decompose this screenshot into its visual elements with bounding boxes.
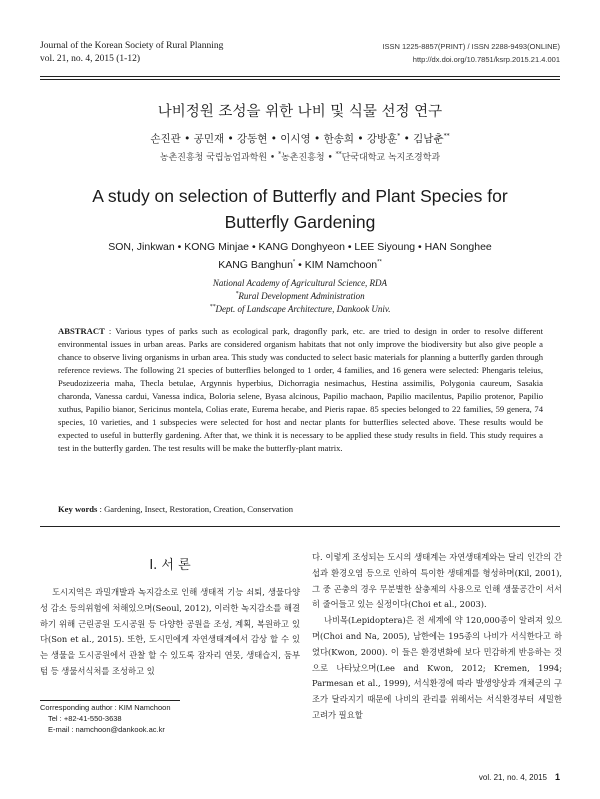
keywords [58, 504, 543, 514]
header-rule-top [40, 76, 560, 77]
corresponding-author [40, 702, 171, 735]
corresponding-tel: Tel : +82-41-550-3638 [48, 714, 122, 723]
body-paragraph: 도시지역은 과밀개발과 녹지감소로 인해 생태적 기능 쇠퇴, 생물다양성 감소 등의위험에 처해있으며(Seoul, 2012), 이러한 녹지감소를 해결하기 위해 근린공원 도시공원 등 다양한 공원을 조성, 계획, 복원하고 있다(Son et al., 2015). 또한, 도시민에게 자연생태계에서 감상 할 수 있는 생물을 도시공원에서 관찰 할 수 있도록 잠자리 연못, 생태습지, 둠부텀 등 생물서식처를 조성하고 있 [40, 587, 300, 676]
footer-volume: vol. 21, no. 4, 2015 [478, 773, 547, 782]
journal-header [40, 40, 223, 66]
corresponding-email[interactable]: E-mail : namchoon@dankook.ac.kr [48, 725, 165, 734]
corresponding-label: Corresponding author : KIM Namchoon [40, 703, 171, 712]
english-title: A study on selection of Butterfly and Plant Species for Butterfly Gardening [92, 186, 508, 232]
footnote-rule [40, 700, 180, 701]
body-paragraph: 다. 이렇게 조성되는 도시의 생태계는 자연생태계와는 달리 인간의 간섭과 환경오염 등으로 인하여 특이한 생태계를 형성하며(Kil, 2001), 그 중 곤충의 경우 무분별한 살충제의 사용으로 인해 생물공간이 서서히 줄어들고 있는 실정이다(Choi et al., 2003). [312, 552, 562, 610]
body-column-right [312, 550, 562, 724]
section-title-introduction: I. 서 론 [149, 558, 191, 573]
journal-name: Journal of the Korean Society of Rural Planning [40, 41, 224, 51]
abstract-text: : Various types of parks such as ecological park, dragonfly park, etc. are tried to design in order to resolve different environmental issues in urban areas. Parks are considered organism habitats that not only improve the biodiversity but also give people a chance to observe living organisms in urban area. This study was conducted to select basic materials for planning a butterfly garden through reference reviews. The following 21 species of butterflies belonged to 1 order, 4 families, and 16 genera were selected: Phengaris teleius, Pseudozizeeria maha, Thecla betulae, Argynnis hyperbius, Dichorragia nesimachus, Hestina assimilis, Polygonia caureum, Sasakia charonda, Vanessa cardui, Vanessa indica, Boloria selene, Byasa alcinous, Papilio machaon, Papilio macilentus, Papilio protenor, Papilio xuthus, Papilio bianor, Sericinus montela, Colias erate, Eurema hecabe, and Pieris rapae. 85 species belonged to 22 families, 59 genera, 74 species, 10 varieties, and 1 subspecies were selected for host and nectar plants for butterflies selected above. These results would be expected to useful in butterfly gardening. After that, we think it is necessary to be applied these study results in field. This study requires a test in the butterfly garden. The test results will be make the butterfly-plant matrix. [58, 326, 543, 453]
page-number: 1 [554, 772, 560, 782]
affiliation-3: **Dept. of Landscape Architecture, Dankook Univ. [209, 304, 391, 314]
english-authors-line1: SON, Jinkwan • KONG Minjae • KANG Donghyeon • LEE Siyoung • HAN Songhee [108, 241, 492, 253]
issn-header [382, 40, 560, 66]
doi-link[interactable]: http://dx.doi.org/10.7851/ksrp.2015.21.4.001 [412, 55, 560, 64]
keywords-text: : Gardening, Insect, Restoration, Creation, Conservation [97, 504, 294, 514]
korean-authors: 손진관 • 공민재 • 강동현 • 이시영 • 한송희 • 강방훈* • 김남춘** [150, 132, 450, 145]
journal-volume: vol. 21, no. 4, 2015 (1-12) [40, 54, 141, 64]
header-rule-bottom [40, 79, 560, 80]
english-authors [40, 238, 560, 274]
issn: ISSN 1225-8857(PRINT) / ISSN 2288-9493(ONLINE) [382, 42, 560, 51]
body-column-left [40, 585, 300, 680]
abstract [58, 325, 543, 455]
english-affiliations [40, 277, 560, 316]
english-authors-line2: KANG Banghun* • KIM Namchoon** [218, 259, 382, 271]
korean-affiliation: 농촌진흥청 국립농업과학원 • *농촌진흥청 • **단국대학교 녹지조경학과 [159, 151, 441, 163]
keywords-label: Key words [58, 504, 98, 514]
affiliation-2: *Rural Development Administration [235, 291, 365, 301]
korean-title: 나비정원 조성을 위한 나비 및 식물 선정 연구 [157, 104, 443, 120]
abstract-rule [40, 526, 560, 527]
body-paragraph: 나비목(Lepidoptera)은 전 세계에 약 120,000종이 알려져 있으며(Choi and Na, 2005), 남한에는 195종의 나비가 서식한다고 하였다(Kwon, 2000). 이 들은 환경변화에 보다 민감하게 반응하는 것으로 나타났으며(Lee and Kwon, 2012; Kremen, 1994; Parmesan et al., 1999), 서식환경에 따라 발생양상과 개체군의 구조가 달라지기 때문에 나비의 관리를 위해서는 서식환경부터 세밀한 고려가 필요할 [312, 615, 562, 720]
page-footer [479, 772, 560, 782]
abstract-label: ABSTRACT [58, 326, 105, 336]
affiliation-1: National Academy of Agricultural Science, RDA [212, 278, 388, 288]
